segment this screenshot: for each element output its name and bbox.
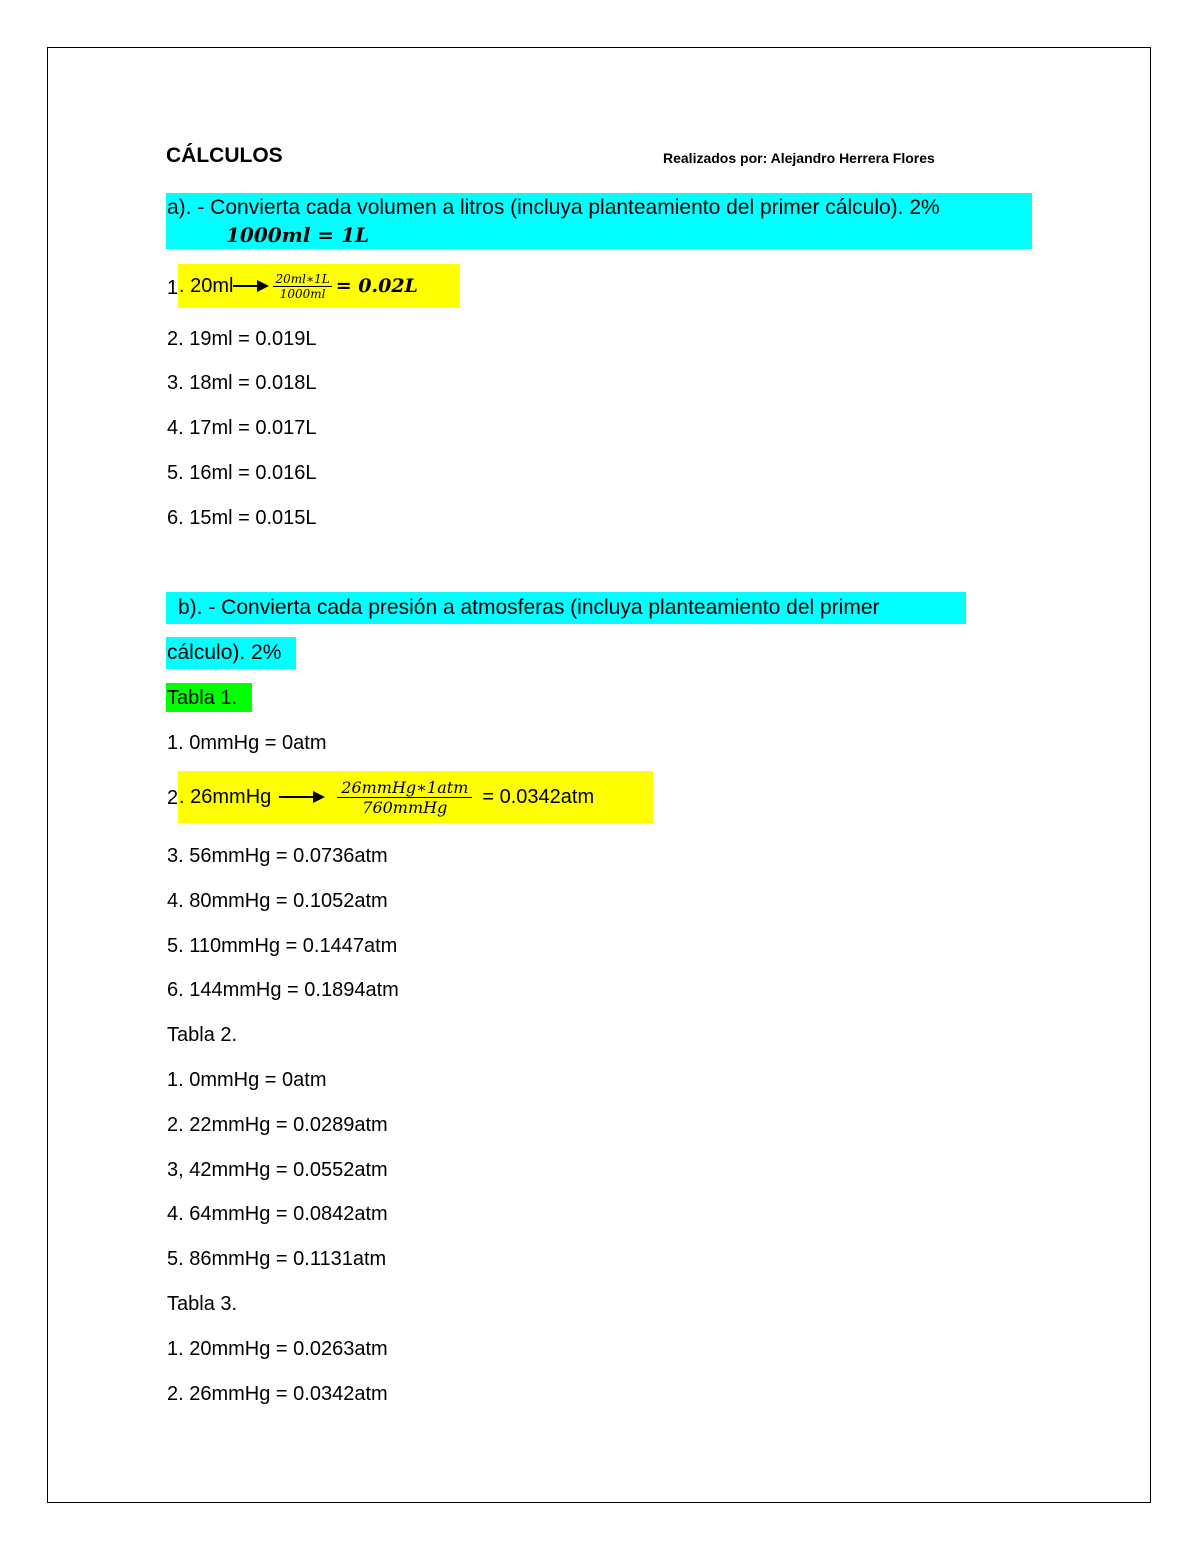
tabla2-item1: 1. 0mmHg = 0atm (167, 1069, 327, 1091)
tabla1-item6: 6. 144mmHg = 0.1894atm (167, 979, 399, 1001)
tabla1-item5: 5. 110mmHg = 0.1447atm (167, 935, 398, 957)
tabla3-item1: 1. 20mmHg = 0.0263atm (167, 1338, 388, 1360)
tabla1-item3: 3. 56mmHg = 0.0736atm (167, 845, 388, 867)
arrow-icon (279, 790, 325, 804)
item-a1-value: 20ml (190, 275, 234, 297)
fraction-a1-numerator: 20ml∗1L (275, 271, 330, 286)
fraction-b2-numerator: 26mmHg∗1atm (337, 778, 472, 798)
arrow-icon (233, 279, 269, 293)
tabla1-label: Tabla 1. (167, 687, 238, 709)
tabla1-item2-value: 26mmHg (190, 786, 272, 808)
fraction-b2 (337, 778, 472, 817)
item-a3: 3. 18ml = 0.018L (167, 372, 317, 394)
tabla1-item2-calculation: . 26mmHg $\frac{\text{26mmHg∗1atm}}{\text{760mmHg}}$ = 0.0342atm (178, 771, 653, 823)
fraction-a1-denominator: 1000ml (279, 286, 326, 301)
tabla2-item5: 5. 86mmHg = 0.1131atm (167, 1248, 387, 1270)
tabla2-item4: 4. 64mmHg = 0.0842atm (167, 1203, 388, 1225)
tabla2-label: Tabla 2. (167, 1024, 238, 1046)
item-a4: 4. 17ml = 0.017L (167, 417, 317, 439)
section-a-heading: a). - Convierta cada volumen a litros (incluya planteamiento del primer cálculo). 2% (167, 196, 940, 219)
equivalence-formula: 1000ml = 1L (226, 223, 370, 247)
page-title: CÁLCULOS (166, 144, 283, 167)
tabla3-item2: 2. 26mmHg = 0.0342atm (167, 1383, 388, 1405)
fraction-a1 (273, 272, 331, 301)
tabla1-item2-number: 2 (167, 787, 179, 809)
author-line: Realizados por: Alejandro Herrera Flores (663, 150, 935, 166)
tabla2-item2: 2. 22mmHg = 0.0289atm (167, 1114, 388, 1136)
tabla1-item2-result: = 0.0342atm (482, 786, 595, 808)
item-a1-result: = 0.02L (335, 275, 418, 297)
tabla1-item4: 4. 80mmHg = 0.1052atm (167, 890, 388, 912)
item-a1-number: 1 (167, 277, 179, 299)
tabla3-label: Tabla 3. (167, 1293, 238, 1315)
fraction-b2-denominator: 760mmHg (362, 797, 448, 817)
section-b-heading-line2: cálculo). 2% (167, 641, 282, 664)
item-a2: 2. 19ml = 0.019L (167, 328, 317, 350)
tabla2-item3: 3, 42mmHg = 0.0552atm (167, 1159, 388, 1181)
item-a1-calculation: . 20ml $\frac{20ml∗1L}{1000ml}$ = 0.02L (178, 264, 460, 308)
item-a5: 5. 16ml = 0.016L (167, 462, 317, 484)
tabla1-item1: 1. 0mmHg = 0atm (167, 732, 327, 754)
section-b-heading-line1: b). - Convierta cada presión a atmosferas (incluya planteamiento del primer (178, 596, 880, 619)
item-a6: 6. 15ml = 0.015L (167, 507, 317, 529)
